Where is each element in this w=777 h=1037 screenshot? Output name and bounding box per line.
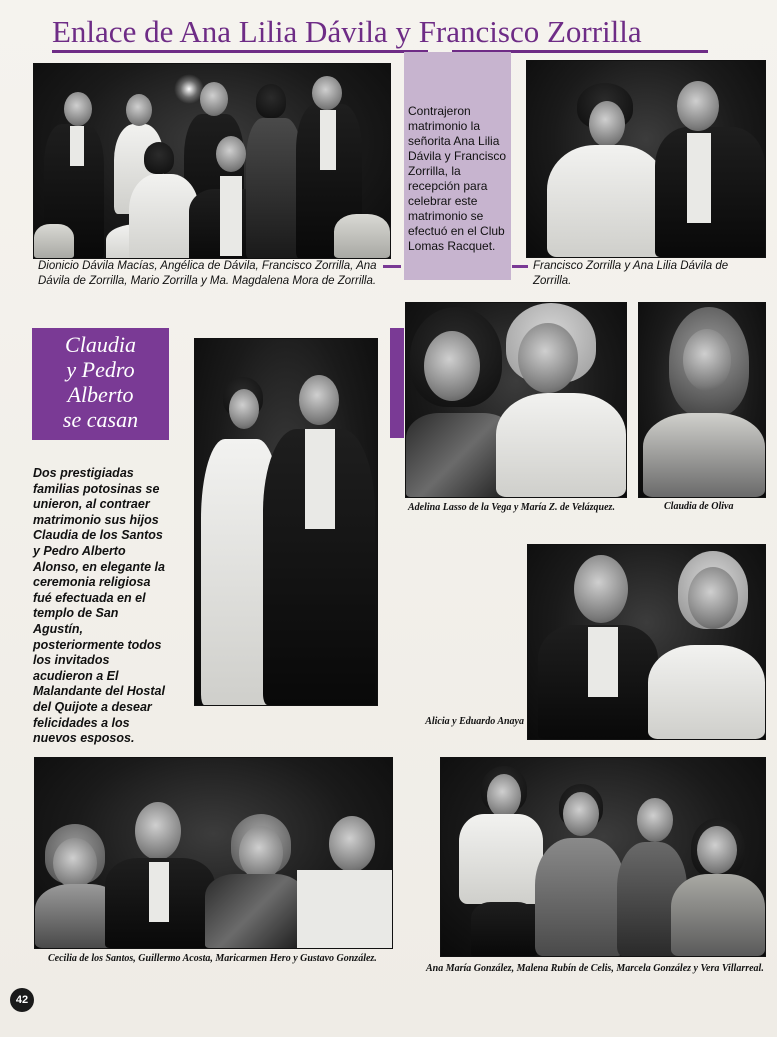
single-woman-photo [638,302,766,498]
caption-dash-right [512,265,528,268]
caption-two-women: Adelina Lasso de la Vega y María Z. de Velázquez. [408,502,615,513]
headline-connector: y [395,14,411,49]
caption-couple-anaya: Alicia y Eduardo Anaya [425,716,524,727]
wedding-couple-photo [194,338,378,706]
caption-dash-left [383,265,401,268]
section-title-line-3: Alberto [67,382,134,407]
group-photo-bottom-right [440,757,766,957]
headline-part-1: Enlace de Ana Lilia Dávila [52,14,388,49]
group-photo-bottom-left [34,757,393,949]
section-title-line-4: se casan [62,407,139,432]
section-body-text: Dos prestigiadas familias potosinas se unieron, al contraer matrimonio sus hijos Claudia de los Santos y Pedro Alberto Alonso, en elegante la ceremonia religiosa fué efectuada en el templo de San Agustín, posteriormente todos los invitados acudieron a El Malandante del Hostal del Quijote a desear felicidades a los nuevos esposos. [33,466,165,746]
intro-text: Contrajeron matrimonio la señorita Ana Lilia Dávila y Francisco Zorrilla, la recepción para celebrar este matrimonio se efectuó en el Club Lomas Racquet. [408,104,507,253]
caption-couple-photo: Francisco Zorrilla y Ana Lilia Dávila de Zorrilla. [533,260,729,287]
two-women-photo [405,302,627,498]
section-title-line-1: Claudia [65,332,136,357]
accent-bar-vertical [390,328,404,438]
couple-photo-top [526,60,766,258]
headline-underline-1 [52,50,428,53]
page-number: 42 [10,988,34,1012]
section-title-line-2: y Pedro [66,357,135,382]
caption-single-woman: Claudia de Oliva [664,501,734,512]
group-photo-top [33,63,391,259]
headline-part-2: Francisco Zorrilla [418,14,642,49]
section-title-box [32,328,169,440]
caption-group-bottom-left: Cecilia de los Santos, Guillermo Acosta, Maricarmen Hero y Gustavo González. [48,953,377,964]
caption-group-photo: Dionicio Dávila Macías, Angélica de Dávila, Francisco Zorrilla, Ana Dávila de Zorrilla, Mario Zorrilla y Ma. Magdalena Mora de Zorrilla. [38,260,377,287]
couple-photo-anaya [527,544,766,740]
page-headline [52,12,712,52]
caption-group-bottom-right: Ana María González, Malena Rubín de Celis, Marcela González y Vera Villarreal. [426,963,764,974]
